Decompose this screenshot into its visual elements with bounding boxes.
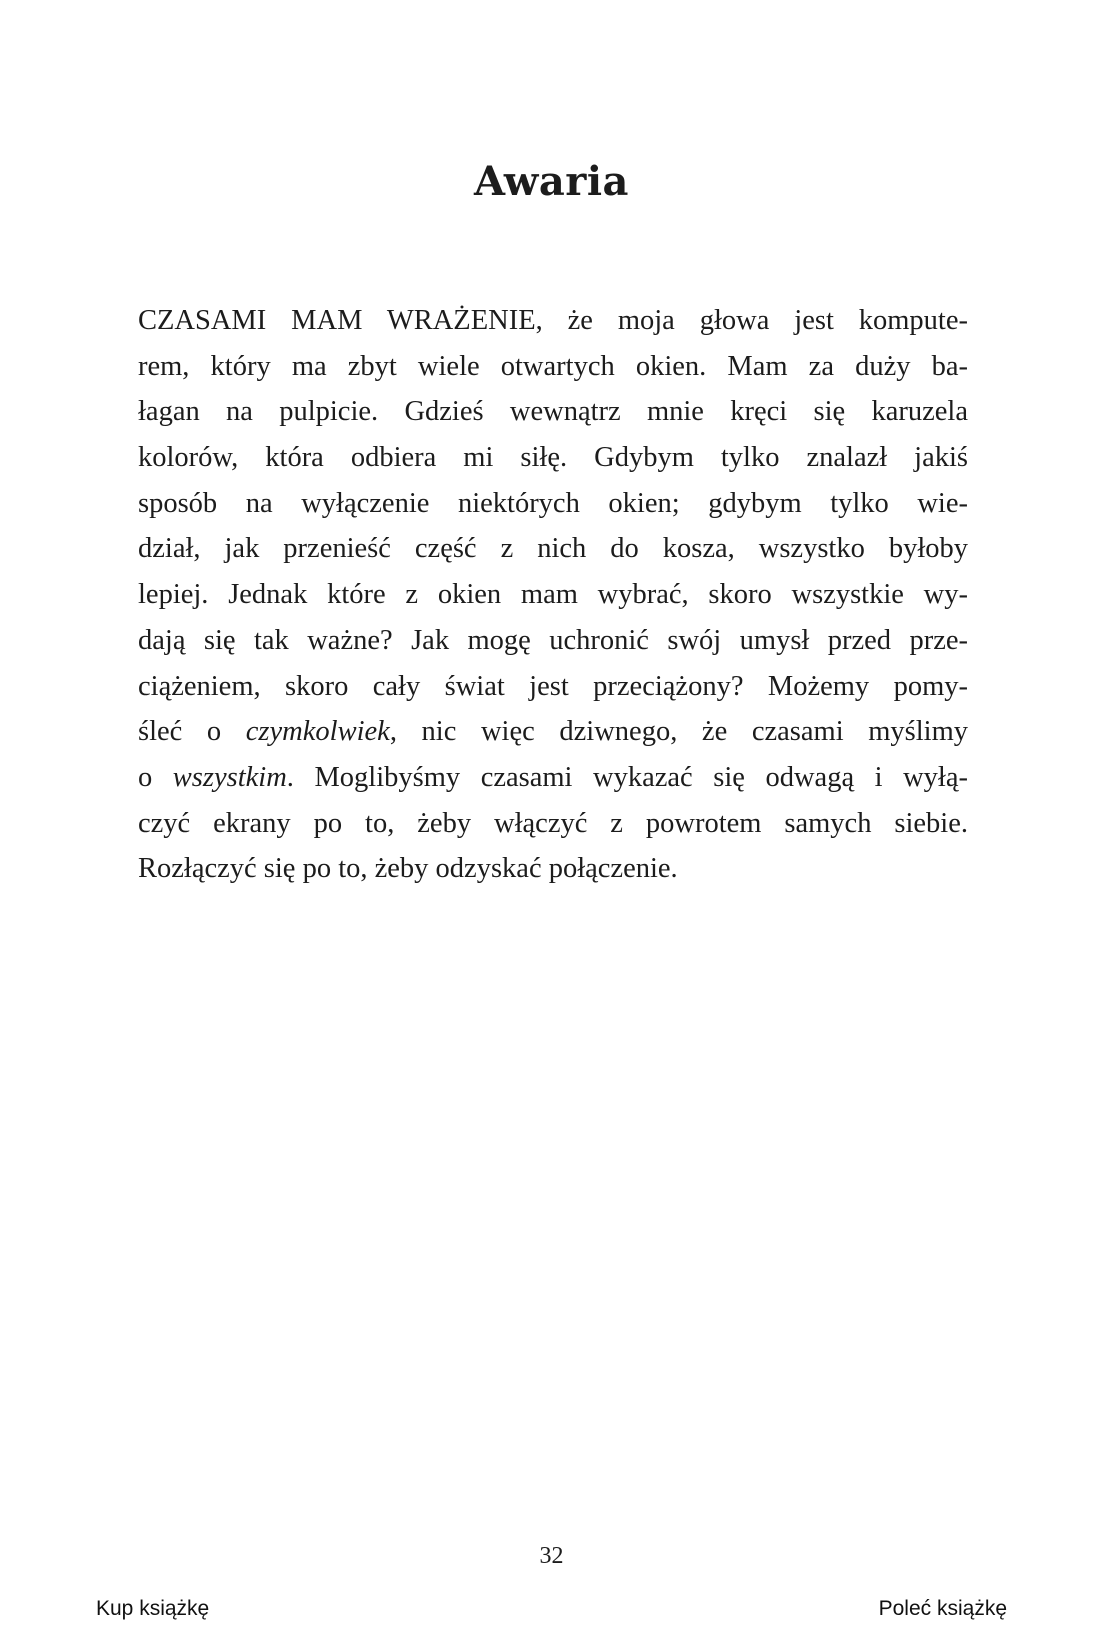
- text-run: ciążeniem, skoro cały świat jest przeciążony? Możemy pomy-: [138, 670, 968, 702]
- text-run: lepiej. Jednak które z okien mam wybrać, skoro wszystkie wy-: [138, 579, 968, 611]
- text-line: [138, 709, 968, 755]
- text-line: [138, 846, 968, 892]
- text-line: [138, 572, 968, 618]
- text-run: sposób na wyłączenie niektórych okien; gdybym tylko wie-: [138, 487, 968, 519]
- text-line: [138, 435, 968, 481]
- chapter-title: Awaria: [474, 158, 629, 205]
- body-paragraph: [138, 298, 968, 892]
- italic-text: czymkolwiek: [245, 716, 390, 748]
- text-run: śleć o: [138, 716, 246, 748]
- text-line: [138, 755, 968, 801]
- text-run: rem, który ma zbyt wiele otwartych okien. Mam za duży ba-: [138, 350, 968, 382]
- text-line: [138, 344, 968, 390]
- text-line: [138, 481, 968, 527]
- buy-book-link[interactable]: Kup książkę: [96, 1597, 210, 1620]
- recommend-book-link[interactable]: Poleć książkę: [878, 1597, 1007, 1620]
- text-run: . Moglibyśmy czasami wykazać się odwagą i wyłą-: [286, 761, 968, 793]
- text-line: [138, 664, 968, 710]
- text-run: , nic więc dziwnego, że czasami myślimy: [389, 716, 968, 748]
- text-run: czyć ekrany po to, żeby włączyć z powrotem samych siebie.: [138, 807, 968, 839]
- text-run: Rozłączyć się po to, żeby odzyskać połączenie.: [138, 853, 678, 885]
- italic-text: wszystkim: [172, 761, 287, 793]
- text-run: CZASAMI MAM WRAŻENIE, że moja głowa jest kompute-: [138, 305, 968, 336]
- text-run: łagan na pulpicie. Gdzieś wewnątrz mnie kręci się karuzela: [138, 396, 968, 428]
- text-run: dają się tak ważne? Jak mogę uchronić swój umysł przed prze-: [138, 624, 968, 656]
- text-run: kolorów, która odbiera mi siłę. Gdybym tylko znalazł jakiś: [138, 442, 968, 474]
- text-run: o: [138, 761, 173, 793]
- text-line: [138, 801, 968, 847]
- text-line: [138, 298, 968, 344]
- text-line: [138, 526, 968, 572]
- text-run: dział, jak przenieść część z nich do kosza, wszystko byłoby: [138, 533, 968, 565]
- text-line: [138, 618, 968, 664]
- text-line: [138, 389, 968, 435]
- page-number: 32: [539, 1543, 564, 1569]
